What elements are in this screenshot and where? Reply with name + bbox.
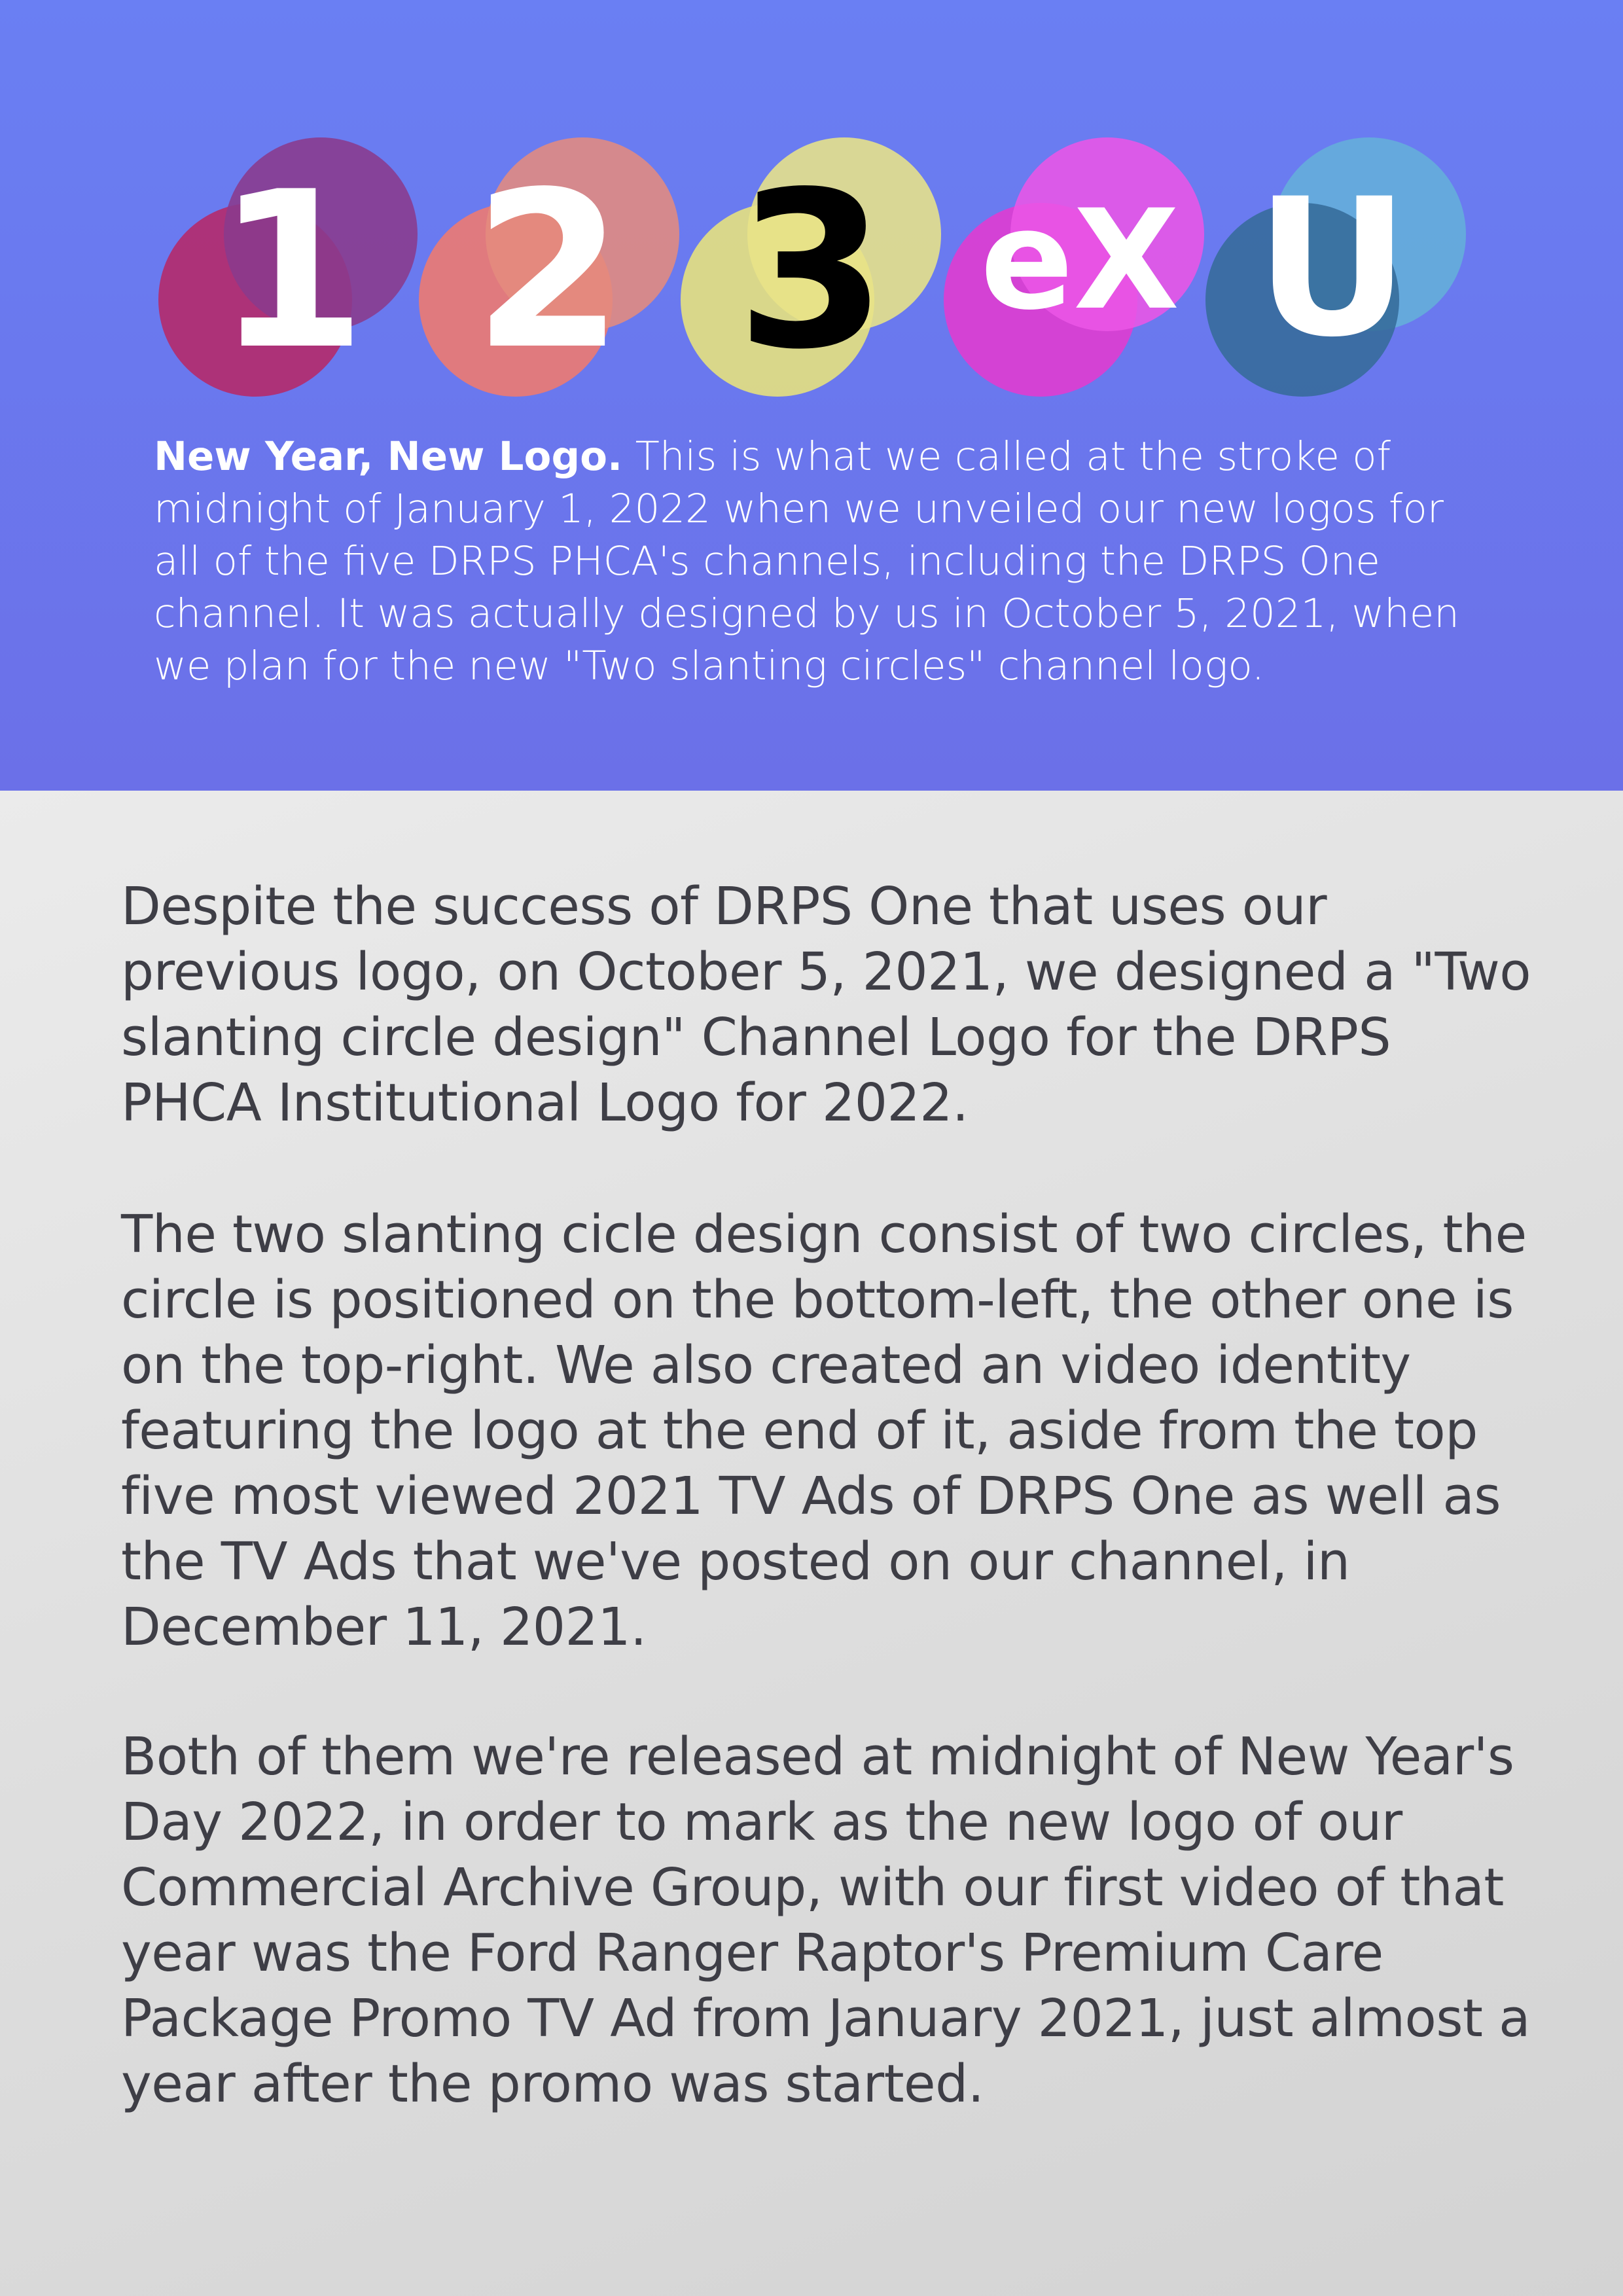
logo-3 [681, 137, 941, 397]
channel-logos-graphic [0, 0, 1623, 432]
intro-body: This is what we called at the stroke of midnight of January 1, 2022 when we unveiled our new logos for all of the five DRPS PHCA's channels, including the DRPS One channel. It was actually designed by us in October 5, 2021, when we plan for the new "Two slanting circles" channel logo. [154, 433, 1459, 689]
logo-1 [158, 137, 418, 397]
paragraph-3: Both of them we're released at midnight of New Year's Day 2022, in order to mark as the new logo of our Commercial Archive Group, with our first video of that year was the Ford Ranger Raptor's Premium Care Package Promo TV Ad from January 2021, just almost a year after the promo was started. [121, 1727, 1531, 2114]
paragraph-1: Despite the success of DRPS One that uses our previous logo, on October 5, 2021, we designed a "Two slanting circle design" Channel Logo for the DRPS PHCA Institutional Logo for 2022. [121, 876, 1531, 1133]
paragraph-2: The two slanting cicle design consist of two circles, the circle is positioned on the bottom-left, the other one is on the top-right. We also created an video identity featuring the logo at the end of it, aside from the top five most viewed 2021 TV Ads of DRPS One as well as the TV Ads that we've posted on our channel, in December 11, 2021. [121, 1204, 1527, 1657]
hero-banner [0, 0, 1623, 791]
logo-u [1205, 137, 1466, 397]
logo-1-glyph: 1 [216, 145, 366, 397]
channel-logos [0, 0, 1623, 432]
logo-ex-glyph: eX [980, 180, 1180, 340]
intro-heading: New Year, New Logo. [154, 433, 623, 480]
logo-ex [944, 137, 1204, 397]
logo-3-glyph: 3 [736, 145, 887, 397]
logo-2 [419, 137, 679, 397]
intro-text [154, 431, 1502, 692]
logo-u-glyph: U [1255, 158, 1410, 379]
logo-2-glyph: 2 [473, 145, 624, 397]
